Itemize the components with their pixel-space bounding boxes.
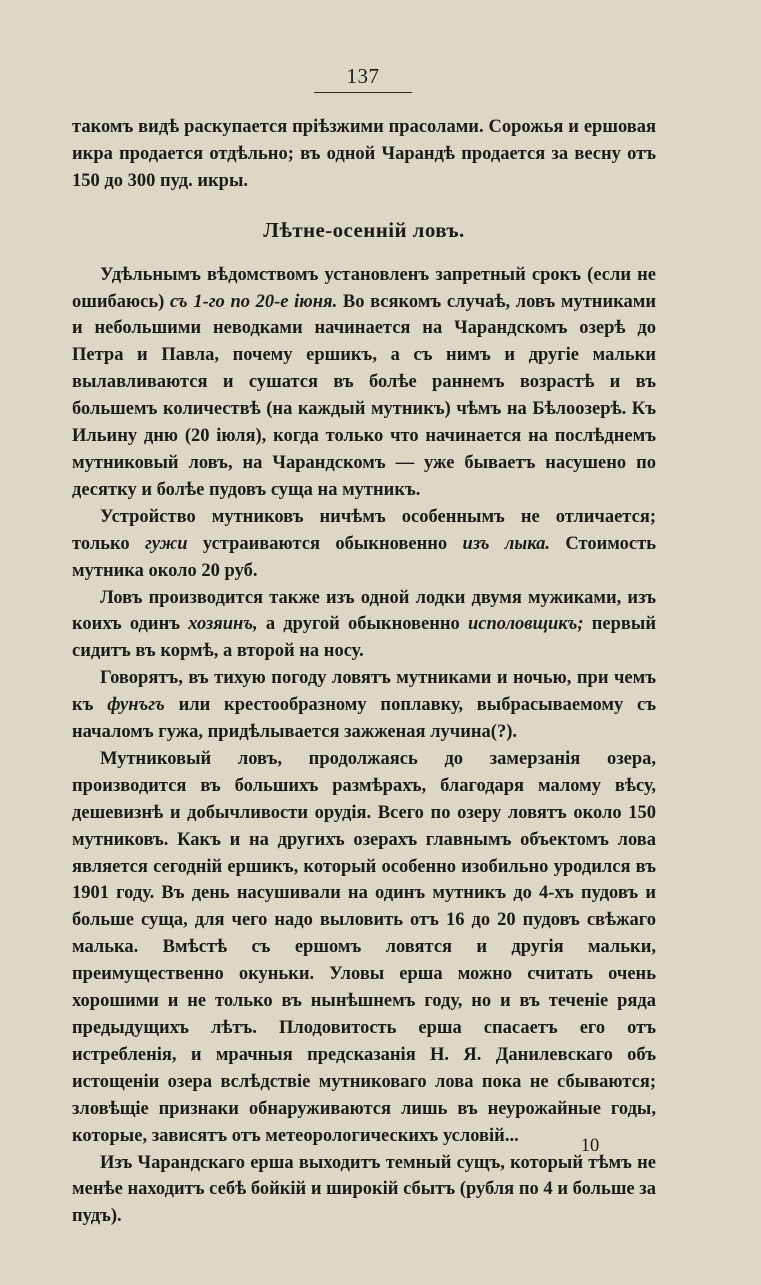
section-heading: Лѣтне-осенній ловъ. xyxy=(263,217,465,242)
paragraph xyxy=(72,665,656,746)
italic-text: съ 1-го по 20-е іюня. xyxy=(169,291,338,312)
paragraph-continuation: такомъ видѣ раскупается пріѣзжими прасолами. Сорожья и ершовая икра продается отдѣльно; въ одной Чарандѣ продается за весну отъ 150 до 300 пуд. икры. xyxy=(72,117,656,191)
page-number: 137 xyxy=(346,64,380,88)
paragraph: Изъ Чарандскаго ерша выходитъ темный сущъ, который тѣмъ не менѣе находитъ себѣ бойкій и широкій сбытъ (рубля по 4 и больше за пудъ). xyxy=(72,1152,656,1227)
paragraph xyxy=(72,504,656,585)
header-rule xyxy=(314,92,412,93)
text-run: Говорятъ, въ тихую погоду ловятъ мутниками и ночью, при чемъ къ xyxy=(72,668,656,716)
paragraph xyxy=(72,262,656,504)
text-run: Удѣльнымъ вѣдомствомъ установленъ запретный срокъ (если не ошибаюсь) xyxy=(72,264,656,312)
signature-mark: 10 xyxy=(580,1136,600,1156)
italic-text: хозяинъ, xyxy=(188,614,258,635)
italic-text: изъ лыка. xyxy=(462,533,551,554)
text-run: устраиваются обыкновенно xyxy=(187,533,463,554)
text-run: первый сидитъ въ кормѣ, а второй на носу. xyxy=(72,614,656,662)
text-run: или крестообразному поплавку, выбрасываемому съ началомъ гужа, придѣлывается зажженая лучина(?). xyxy=(72,695,657,743)
body-text xyxy=(72,114,656,1230)
paragraph xyxy=(72,585,656,666)
italic-text: исполовщикъ; xyxy=(467,614,584,635)
italic-text: гужи xyxy=(145,533,188,554)
text-run: Стоимость мутника около 20 руб. xyxy=(72,533,656,581)
text-run: Ловъ производится также изъ одной лодки двумя мужиками, изъ коихъ одинъ xyxy=(72,587,656,635)
italic-text: фунъгъ xyxy=(107,695,165,716)
text-run: Устройство мутниковъ ничѣмъ особеннымъ не отличается; только xyxy=(72,506,656,554)
text-run: Во всякомъ случаѣ, ловъ мутниками и небольшими неводками начинается на Чарандскомъ озерѣ до Петра и Павла, почему ершикъ, а съ нимъ и другіе мальки вылавливаются и сушатся въ болѣе раннемъ возрастѣ и въ большемъ количествѣ (на каждый мутникъ) чѣмъ на Бѣлоозерѣ. Къ Ильину дню (20 іюля), когда только что начинается на послѣднемъ мутниковый ловъ, на Чарандскомъ — уже бываетъ насушено по десятку и болѣе пудовъ суща на мутникъ. xyxy=(72,291,657,500)
text-run: а другой обыкновенно xyxy=(257,614,468,635)
paragraph: Мутниковый ловъ, продолжаясь до замерзанія озера, производится въ большихъ размѣрахъ, благодаря малому вѣсу, дешевизнѣ и добычливости орудія. Всего по озеру ловятъ около 150 мутниковъ. Какъ и на другихъ озерахъ главнымъ объектомъ лова является сегодній ершикъ, который особенно изобильно уродился въ 1901 году. Въ день насушивали на одинъ мутникъ до 4-хъ пудовъ и больше суща, для чего надо выловить отъ 16 до 20 пудовъ свѣжаго малька. Вмѣстѣ съ ершомъ ловятся и другія мальки, преимущественно окуньки. Уловы ерша можно считать очень хорошими и не только въ нынѣшнемъ году, но и въ теченіе ряда предыдущихъ лѣтъ. Плодовитость ерша спасаетъ его отъ истребленія, и мрачныя предсказанія Н. Я. Данилевскаго объ истощеніи озера вслѣдствіе мутниковаго лова пока не сбываются; зловѣщіе признаки обнаруживаются лишь въ неурожайные годы, которые, зависятъ отъ метеорологическихъ условій... xyxy=(72,748,656,1146)
